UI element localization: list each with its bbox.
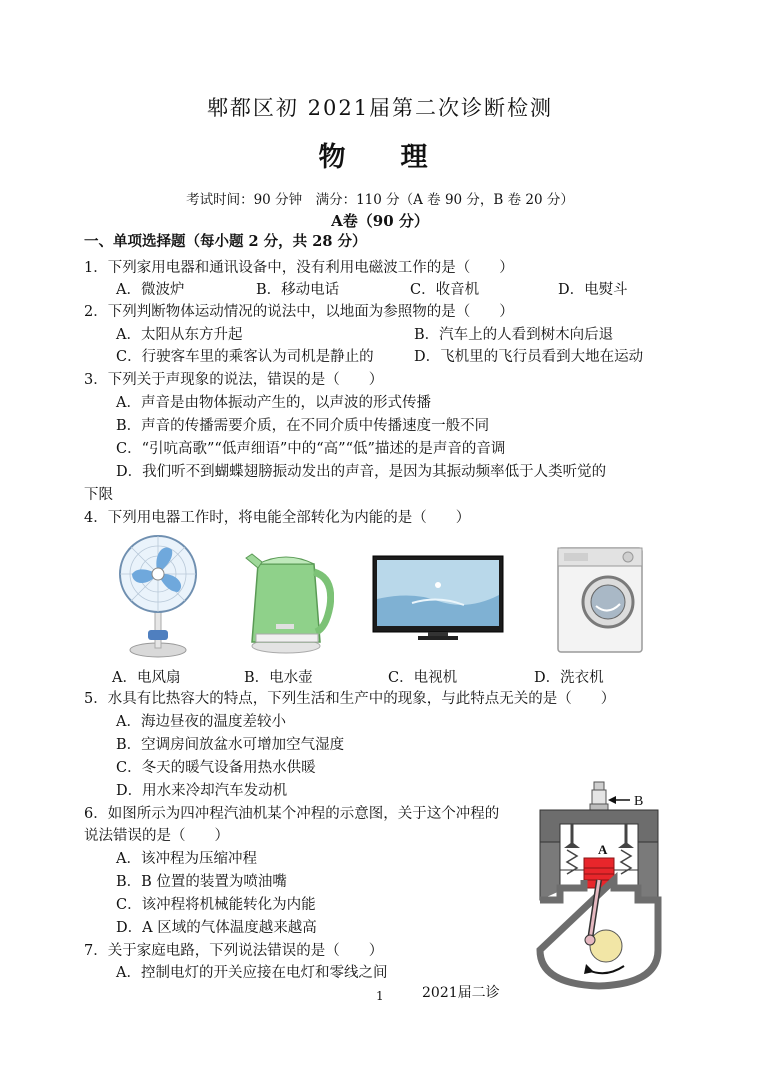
q1-option-a: A．微波炉 xyxy=(116,282,185,298)
q3-option-a: A．声音是由物体振动产生的，以声波的形式传播 xyxy=(116,395,431,411)
q6-stem: 6．如图所示为四冲程汽油机某个冲程的示意图，关于这个冲程的 xyxy=(84,806,500,822)
q4-option-d: D．洗衣机 xyxy=(534,670,604,686)
q6-option-c: C．该冲程将机械能转化为内能 xyxy=(116,897,316,913)
washing-machine-image xyxy=(556,546,646,656)
q5-option-d: D．用水来冷却汽车发动机 xyxy=(116,783,288,799)
q4-stem: 4．下列用电器工作时，将电能全部转化为内能的是（ ） xyxy=(84,510,471,526)
q3-option-d-continued: 下限 xyxy=(84,487,113,503)
q4-option-c: C．电视机 xyxy=(388,670,458,686)
q5-option-a: A．海边昼夜的温度差较小 xyxy=(116,714,286,730)
q3-option-b: B．声音的传播需要介质，在不同介质中传播速度一般不同 xyxy=(116,418,490,434)
q1-option-d: D．电熨斗 xyxy=(558,282,628,298)
q2-option-c: C．行驶客车里的乘客认为司机是静止的 xyxy=(116,349,374,365)
exam-info: 考试时间：90 分钟 满分：110 分（A 卷 90 分，B 卷 20 分） xyxy=(186,192,574,208)
engine-label-b: B xyxy=(634,794,644,809)
q5-stem: 5．水具有比热容大的特点，下列生活和生产中的现象，与此特点无关的是（ ） xyxy=(84,691,616,707)
four-stroke-engine-diagram xyxy=(534,780,664,992)
engine-label-a: A xyxy=(598,842,608,857)
q2-option-a: A．太阳从东方升起 xyxy=(116,327,243,343)
section-a-heading: A卷（90 分） xyxy=(331,212,429,230)
part1-heading: 一、单项选择题（每小题 2 分，共 28 分） xyxy=(84,233,367,250)
electric-fan-image xyxy=(112,534,204,658)
page-number: 1 xyxy=(376,989,384,1003)
footer-label: 2021届二诊 xyxy=(422,985,500,1001)
q3-option-c: C．“引吭高歌”“低声细语”中的“高”“低”描述的是声音的音调 xyxy=(116,441,506,457)
q2-option-d: D．飞机里的飞行员看到大地在运动 xyxy=(414,349,644,365)
q3-option-d: D．我们听不到蝴蝶翅膀振动发出的声音，是因为其振动频率低于人类听觉的 xyxy=(116,464,607,480)
q3-stem: 3．下列关于声现象的说法，错误的是（ ） xyxy=(84,372,384,388)
q1-option-b: B．移动电话 xyxy=(256,282,340,298)
q6-option-a: A．该冲程为压缩冲程 xyxy=(116,851,257,867)
q4-option-b: B．电水壶 xyxy=(244,670,313,686)
q6-stem-continued: 说法错误的是（ ） xyxy=(84,828,229,844)
q1-option-c: C．收音机 xyxy=(410,282,480,298)
q1-stem: 1．下列家用电器和通讯设备中，没有利用电磁波工作的是（ ） xyxy=(84,260,514,276)
q7-stem: 7．关于家庭电路，下列说法错误的是（ ） xyxy=(84,943,384,959)
q2-stem: 2．下列判断物体运动情况的说法中，以地面为参照物的是（ ） xyxy=(84,304,514,320)
q6-option-d: D．A 区域的气体温度越来越高 xyxy=(116,920,317,936)
electric-kettle-image xyxy=(244,544,334,654)
q5-option-b: B．空调房间放盆水可增加空气湿度 xyxy=(116,737,345,753)
subject-title: 物 理 xyxy=(318,142,442,173)
q4-option-a: A．电风扇 xyxy=(112,670,181,686)
television-image xyxy=(372,555,504,643)
exam-title: 郫都区初 2021届第二次诊断检测 xyxy=(206,96,554,120)
q6-option-b: B．B 位置的装置为喷油嘴 xyxy=(116,874,287,890)
q2-option-b: B．汽车上的人看到树木向后退 xyxy=(414,327,614,343)
q7-option-a: A．控制电灯的开关应接在电灯和零线之间 xyxy=(116,965,388,981)
q5-option-c: C．冬天的暖气设备用热水供暖 xyxy=(116,760,316,776)
